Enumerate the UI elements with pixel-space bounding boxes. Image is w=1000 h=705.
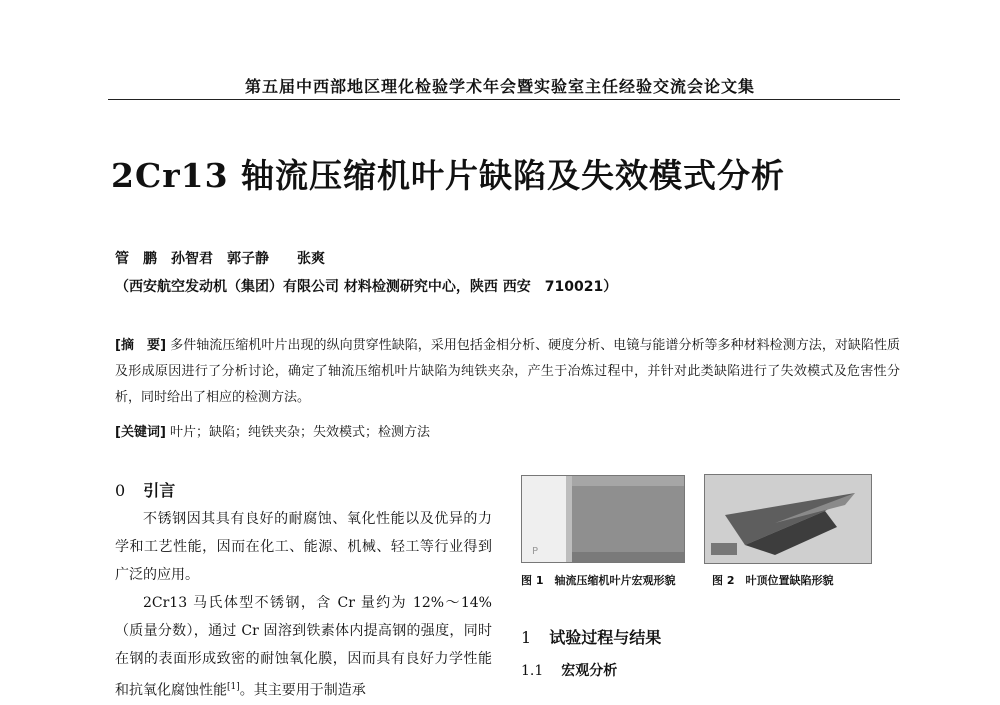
section-number: 1.1 <box>521 663 544 679</box>
figure-2-photo <box>704 474 872 564</box>
abstract <box>115 333 900 411</box>
section-heading-1 <box>521 625 661 648</box>
section-number: 1 <box>521 628 532 647</box>
svg-text:P: P <box>532 546 539 557</box>
section-title: 宏观分析 <box>561 663 618 679</box>
section-title: 引言 <box>143 481 176 500</box>
author-list: 管 鹏 孙智君 郭子静 张爽 <box>115 251 325 267</box>
subsection-heading-1-1 <box>521 660 617 680</box>
figure-1-caption: 图 1 轴流压缩机叶片宏观形貌 <box>521 574 676 587</box>
paragraph: 不锈钢因其具有良好的耐腐蚀、氧化性能以及优异的力学和工艺性能，因而在化工、能源、机械、轻工等行业得到广泛的应用。 <box>115 511 492 583</box>
keywords <box>115 421 430 440</box>
section-title: 试验过程与结果 <box>549 628 662 647</box>
citation-ref: [1] <box>227 682 240 692</box>
section-number: 0 <box>115 481 126 500</box>
abstract-label: [摘 要] <box>115 338 167 353</box>
intro-body <box>115 505 492 705</box>
abstract-text: 多件轴流压缩机叶片出现的纵向贯穿性缺陷，采用包括金相分析、硬度分析、电镜与能谱分析等多种材料检测方法，对缺陷性质及形成原因进行了分析讨论，确定了轴流压缩机叶片缺陷为纯铁夹杂，产生于冶炼过程中，并针对此类缺陷进行了失效模式及危害性分析，同时给出了相应的检测方法。 <box>115 338 900 405</box>
figure-2-caption: 图 2 叶顶位置缺陷形貌 <box>712 574 834 587</box>
keywords-text: 叶片；缺陷；纯铁夹杂；失效模式；检测方法 <box>170 425 431 440</box>
blade-macro-image <box>522 476 684 562</box>
paragraph: 2Cr13 马氏体型不锈钢，含 Cr 量约为 12%～14%（质量分数），通过 Cr 固溶到铁素体内提高钢的强度，同时在钢的表面形成致密的耐蚀氧化膜，因而具有良好力学性能和抗氧化腐蚀性能[1]。其主要用于制造承 <box>115 595 492 699</box>
figure-1-photo <box>521 475 685 563</box>
running-header: 第五届中西部地区理化检验学术年会暨实验室主任经验交流会论文集 <box>244 77 755 96</box>
keywords-label: [关键词] <box>115 425 166 440</box>
header-rule <box>108 99 900 100</box>
paper-title: 2Cr13 轴流压缩机叶片缺陷及失效模式分析 <box>111 156 786 195</box>
section-heading-intro <box>115 478 175 501</box>
blade-tip-defect-image <box>705 475 871 563</box>
affiliation: （西安航空发动机（集团）有限公司 材料检测研究中心，陕西 西安 710021） <box>115 279 618 295</box>
